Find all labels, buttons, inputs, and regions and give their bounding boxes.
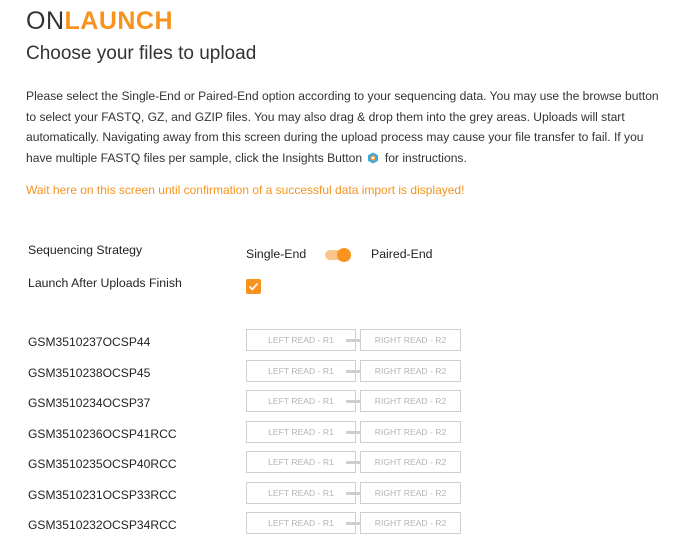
sample-name: GSM3510235OCSP40RCC (28, 457, 177, 471)
single-end-label[interactable]: Single-End (246, 247, 307, 261)
left-read-dropzone[interactable]: LEFT READ - R1 (246, 451, 356, 473)
sample-name: GSM3510231OCSP33RCC (28, 487, 177, 502)
right-read-dropzone[interactable]: RIGHT READ - R2 (360, 421, 461, 443)
left-read-dropzone[interactable]: LEFT READ - R1 (246, 329, 356, 351)
left-read-dropzone[interactable]: LEFT READ - R1 (246, 421, 356, 443)
sample-name: GSM3510236OCSP41RCC (28, 426, 177, 441)
left-read-dropzone[interactable]: LEFT READ - R1 (246, 360, 356, 382)
pair-connector (346, 431, 360, 434)
pair-connector (346, 461, 360, 464)
left-read-dropzone[interactable]: LEFT READ - R1 (246, 390, 356, 412)
right-read-dropzone[interactable]: RIGHT READ - R2 (360, 329, 461, 351)
launch-after-label: Launch After Uploads Finish (28, 276, 182, 290)
pair-connector (346, 492, 360, 495)
pair-connector (346, 400, 360, 403)
sample-name: GSM3510238OCSP45 (28, 365, 151, 380)
right-read-dropzone[interactable]: RIGHT READ - R2 (360, 512, 461, 534)
sample-name: GSM3510237OCSP44 (28, 335, 151, 349)
instructions-before-icon: Please select the Single-End or Paired-End option according to your sequencing data. You may use the browse button to select your FASTQ, GZ, and GZIP files. You may also drag & drop them into the grey areas. Uploads will start automatically. Navigating away from this screen during the upload process may cause your file transfer to fail. If you have multiple FASTQ files per sample, click the Insights Button (26, 89, 659, 165)
right-read-dropzone[interactable]: RIGHT READ - R2 (360, 451, 461, 473)
right-read-dropzone[interactable]: RIGHT READ - R2 (360, 390, 461, 412)
import-warning: Wait here on this screen until confirmation of a successful data import is displayed! (26, 183, 465, 197)
left-read-dropzone[interactable]: LEFT READ - R1 (246, 512, 356, 534)
logo-prefix: ON (26, 7, 65, 35)
pair-connector (346, 522, 360, 525)
sample-row (0, 360, 688, 384)
sequencing-strategy-label: Sequencing Strategy (28, 243, 143, 257)
launch-after-checkbox[interactable] (246, 279, 261, 294)
insights-icon[interactable] (367, 150, 379, 162)
sample-row (0, 390, 688, 414)
toggle-knob[interactable] (337, 248, 351, 262)
sample-name: GSM3510234OCSP37 (28, 396, 151, 410)
sample-row (0, 329, 688, 353)
checkmark-icon (248, 281, 259, 292)
sample-row (0, 451, 688, 475)
pair-connector (346, 339, 360, 342)
paired-end-label[interactable]: Paired-End (371, 247, 433, 261)
app-logo (26, 6, 173, 36)
logo-emphasis: LAUNCH (64, 7, 174, 35)
left-read-dropzone[interactable]: LEFT READ - R1 (246, 482, 356, 504)
instructions-text (26, 86, 671, 168)
sample-row (0, 482, 688, 506)
page-title: Choose your files to upload (26, 43, 257, 64)
strategy-toggle[interactable] (325, 248, 351, 262)
sample-row (0, 512, 688, 536)
pair-connector (346, 370, 360, 373)
sample-row (0, 421, 688, 445)
right-read-dropzone[interactable]: RIGHT READ - R2 (360, 482, 461, 504)
instructions-after-icon: for instructions. (384, 150, 467, 165)
right-read-dropzone[interactable]: RIGHT READ - R2 (360, 360, 461, 382)
sample-name: GSM3510232OCSP34RCC (28, 518, 177, 532)
